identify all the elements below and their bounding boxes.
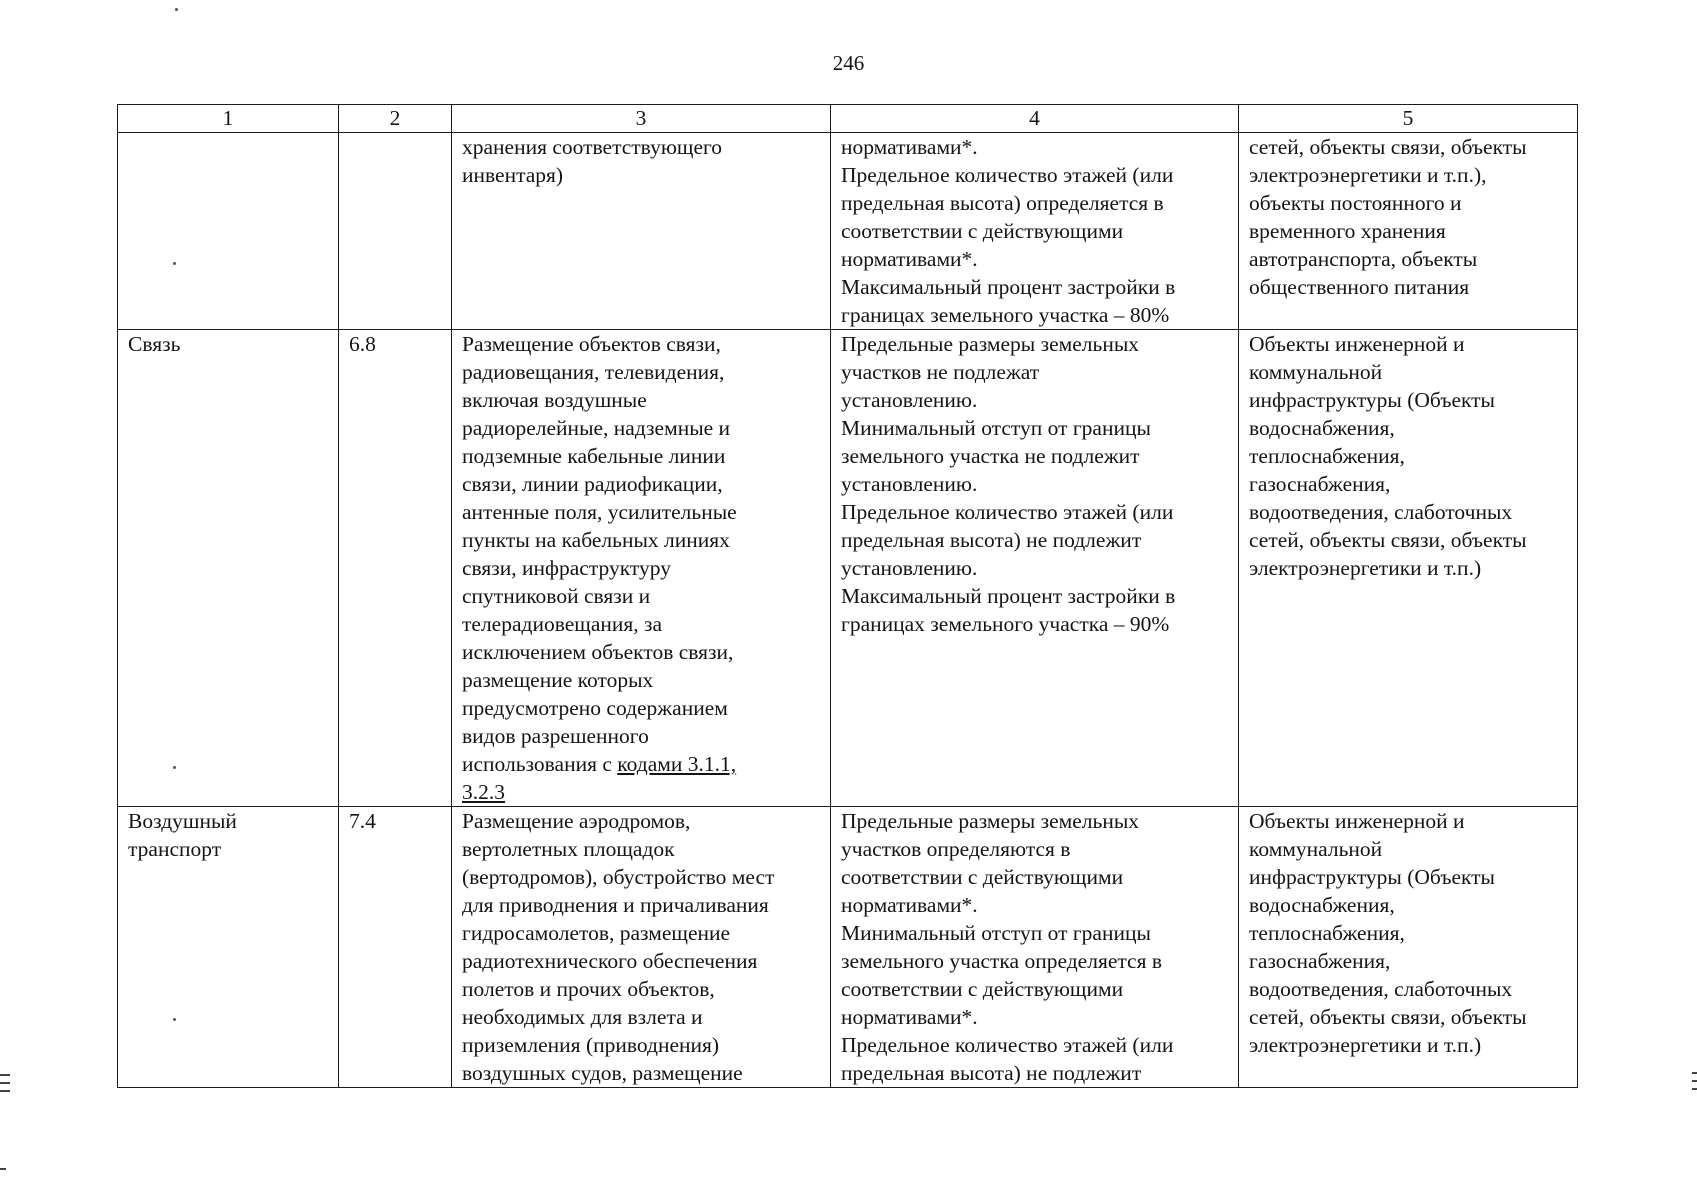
cell-text-line: [841, 1003, 1228, 1031]
column-number: 1: [118, 105, 339, 133]
cell-text-line: [462, 133, 820, 161]
text-segment: границах земельного участка – 80%: [841, 303, 1170, 327]
text-segment: использования с: [462, 752, 618, 776]
cell-text-line: [1249, 863, 1567, 891]
text-segment: полетов и прочих объектов,: [462, 977, 715, 1001]
cell-text-line: [1249, 1031, 1567, 1059]
text-segment: водоснабжения,: [1249, 893, 1395, 917]
text-segment: электроэнергетики и т.п.): [1249, 1033, 1482, 1057]
text-segment: воздушных судов, размещение: [462, 1061, 743, 1085]
text-segment: (вертодромов), обустройство мест: [462, 865, 775, 889]
land-use-table: [117, 104, 1578, 1088]
cell-text-line: [841, 301, 1228, 329]
text-segment: установлению.: [841, 472, 978, 496]
cell-text-line: [1249, 1003, 1567, 1031]
text-segment: теплоснабжения,: [1249, 921, 1405, 945]
use-code-cell: [339, 330, 452, 807]
text-segment: инвентаря): [462, 163, 564, 187]
text-segment: границах земельного участка – 90%: [841, 612, 1170, 636]
text-segment: Минимальный отступ от границы: [841, 921, 1151, 945]
cell-text-line: [462, 919, 820, 947]
text-segment: Минимальный отступ от границы: [841, 416, 1151, 440]
text-segment: предельная высота) определяется в: [841, 191, 1164, 215]
text-segment: общественного питания: [1249, 275, 1470, 299]
code-reference-link[interactable]: кодами 3.1.1,: [617, 752, 737, 776]
text-segment: газоснабжения,: [1249, 472, 1391, 496]
use-code: 6.8: [349, 332, 376, 356]
text-segment: размещение которых: [462, 668, 654, 692]
cell-text-line: [462, 526, 820, 554]
cell-text-line: [841, 358, 1228, 386]
cell-text-line: [462, 610, 820, 638]
auxiliary-uses-cell: [1239, 807, 1578, 1088]
cell-text-line: [841, 554, 1228, 582]
binding-mark: [0, 1074, 10, 1076]
parameters-cell: [831, 133, 1239, 330]
cell-text-line: [1249, 554, 1567, 582]
cell-text-line: [1249, 947, 1567, 975]
text-segment: Предельные размеры земельных: [841, 809, 1140, 833]
cell-text-line: [841, 919, 1228, 947]
parameters-cell: [831, 807, 1239, 1088]
text-segment: антенные поля, усилительные: [462, 500, 737, 524]
text-segment: земельного участка не подлежит: [841, 444, 1140, 468]
text-segment: телерадиовещания, за: [462, 612, 663, 636]
text-segment: необходимых для взлета и: [462, 1005, 703, 1029]
text-segment: видов разрешенного: [462, 724, 649, 748]
cell-text-line: [462, 807, 820, 835]
text-segment: соответствии с действующими: [841, 977, 1124, 1001]
cell-text-line: [841, 330, 1228, 358]
text-segment: инфраструктуры (Объекты: [1249, 865, 1496, 889]
cell-text-line: [462, 161, 820, 189]
text-segment: водоотведения, слаботочных: [1249, 977, 1513, 1001]
column-number: 2: [339, 105, 452, 133]
cell-text-line: [1249, 807, 1567, 835]
cell-text-line: [462, 442, 820, 470]
text-segment: сетей, объекты связи, объекты: [1249, 1005, 1527, 1029]
column-number: 3: [452, 105, 831, 133]
text-segment: газоснабжения,: [1249, 949, 1391, 973]
cell-text-line: [462, 1059, 820, 1087]
cell-text-line: [841, 386, 1228, 414]
text-segment: радиорелейные, надземные и: [462, 416, 731, 440]
binding-mark: [0, 1168, 6, 1170]
cell-text-line: [462, 470, 820, 498]
text-segment: сетей, объекты связи, объекты: [1249, 135, 1527, 159]
zone-use-name-cell: [118, 133, 339, 330]
text-segment: нормативами*.: [841, 893, 978, 917]
auxiliary-uses-cell: [1239, 330, 1578, 807]
text-segment: установлению.: [841, 388, 978, 412]
cell-text-line: [1249, 217, 1567, 245]
text-segment: предусмотрено содержанием: [462, 696, 728, 720]
cell-text-line: [841, 442, 1228, 470]
cell-text-line: [462, 694, 820, 722]
use-description-cell: [452, 330, 831, 807]
text-segment: связи, линии радиофикации,: [462, 472, 723, 496]
cell-text-line: [1249, 133, 1567, 161]
text-segment: теплоснабжения,: [1249, 444, 1405, 468]
text-segment: установлению.: [841, 556, 978, 580]
cell-text-line: [462, 666, 820, 694]
cell-text-line: [462, 358, 820, 386]
cell-text-line: [1249, 975, 1567, 1003]
table-row: [118, 133, 1578, 330]
cell-text-line: [1249, 919, 1567, 947]
table-row: [118, 807, 1578, 1088]
text-segment: участков не подлежат: [841, 360, 1040, 384]
text-segment: водоотведения, слаботочных: [1249, 500, 1513, 524]
text-segment: инфраструктуры (Объекты: [1249, 388, 1496, 412]
text-segment: предельная высота) не подлежит: [841, 1061, 1142, 1085]
text-segment: включая воздушные: [462, 388, 647, 412]
cell-text-line: [1249, 470, 1567, 498]
cell-text-line: [1249, 498, 1567, 526]
cell-text-line: транспорт: [128, 837, 222, 861]
cell-text-line: [462, 330, 820, 358]
text-segment: Предельное количество этажей (или: [841, 500, 1174, 524]
text-segment: радиотехнического обеспечения: [462, 949, 758, 973]
text-segment: спутниковой связи и: [462, 584, 651, 608]
use-description-cell: [452, 807, 831, 1088]
column-number: 5: [1239, 105, 1578, 133]
text-segment: водоснабжения,: [1249, 416, 1395, 440]
cell-text-line: Воздушный: [128, 809, 237, 833]
cell-text-line: [1249, 835, 1567, 863]
text-segment: вертолетных площадок: [462, 837, 675, 861]
scan-speck: [173, 262, 176, 265]
text-segment: Предельное количество этажей (или: [841, 1033, 1174, 1057]
text-segment: Максимальный процент застройки в: [841, 584, 1176, 608]
code-reference-link[interactable]: 3.2.3: [462, 780, 505, 804]
text-segment: предельная высота) не подлежит: [841, 528, 1142, 552]
binding-mark: [1692, 1088, 1697, 1090]
binding-mark: [0, 1082, 10, 1084]
cell-text-line: [462, 638, 820, 666]
text-segment: Максимальный процент застройки в: [841, 275, 1176, 299]
text-segment: объекты постоянного и: [1249, 191, 1462, 215]
text-segment: коммунальной: [1249, 360, 1383, 384]
column-number-row: [118, 105, 1578, 133]
binding-mark: [1692, 1072, 1697, 1074]
cell-text-line: [1249, 891, 1567, 919]
text-segment: сетей, объекты связи, объекты: [1249, 528, 1527, 552]
cell-text-line: [462, 778, 820, 806]
cell-text-line: [841, 891, 1228, 919]
text-segment: подземные кабельные линии: [462, 444, 726, 468]
cell-text-line: [841, 582, 1228, 610]
text-segment: Предельное количество этажей (или: [841, 163, 1174, 187]
use-description-cell: [452, 133, 831, 330]
text-segment: временного хранения: [1249, 219, 1446, 243]
text-segment: связи, инфраструктуру: [462, 556, 671, 580]
text-segment: электроэнергетики и т.п.): [1249, 556, 1482, 580]
page-number: 246: [832, 51, 865, 75]
text-segment: Объекты инженерной и: [1249, 809, 1465, 833]
cell-text-line: Связь: [128, 332, 181, 356]
cell-text-line: [462, 891, 820, 919]
text-segment: приземления (приводнения): [462, 1033, 720, 1057]
text-segment: нормативами*.: [841, 247, 978, 271]
text-segment: земельного участка определяется в: [841, 949, 1162, 973]
zone-use-name-cell: [118, 807, 339, 1088]
cell-text-line: [841, 975, 1228, 1003]
cell-text-line: [841, 161, 1228, 189]
cell-text-line: [841, 470, 1228, 498]
cell-text-line: [841, 189, 1228, 217]
cell-text-line: [462, 750, 820, 778]
cell-text-line: [841, 526, 1228, 554]
cell-text-line: [462, 554, 820, 582]
cell-text-line: [841, 807, 1228, 835]
text-segment: нормативами*.: [841, 135, 978, 159]
cell-text-line: [462, 386, 820, 414]
text-segment: Размещение объектов связи,: [462, 332, 721, 356]
cell-text-line: [841, 414, 1228, 442]
scan-speck: [173, 1018, 176, 1021]
cell-text-line: [841, 1031, 1228, 1059]
parameters-cell: [831, 330, 1239, 807]
cell-text-line: [1249, 161, 1567, 189]
text-segment: нормативами*.: [841, 1005, 978, 1029]
cell-text-line: [462, 722, 820, 750]
cell-text-line: [462, 835, 820, 863]
text-segment: хранения соответствующего: [462, 135, 723, 159]
text-segment: исключением объектов связи,: [462, 640, 734, 664]
binding-mark: [0, 1090, 10, 1092]
cell-text-line: [841, 217, 1228, 245]
cell-text-line: [1249, 273, 1567, 301]
cell-text-line: [1249, 245, 1567, 273]
text-segment: пункты на кабельных линиях: [462, 528, 730, 552]
text-segment: Объекты инженерной и: [1249, 332, 1465, 356]
column-number: 4: [831, 105, 1239, 133]
zone-use-name-cell: [118, 330, 339, 807]
cell-text-line: [1249, 330, 1567, 358]
cell-text-line: [1249, 414, 1567, 442]
auxiliary-uses-cell: [1239, 133, 1578, 330]
scan-speck: [175, 8, 178, 11]
cell-text-line: [841, 245, 1228, 273]
cell-text-line: [841, 133, 1228, 161]
text-segment: радиовещания, телевидения,: [462, 360, 725, 384]
cell-text-line: [841, 273, 1228, 301]
text-segment: гидросамолетов, размещение: [462, 921, 731, 945]
cell-text-line: [1249, 526, 1567, 554]
text-segment: Размещение аэродромов,: [462, 809, 691, 833]
text-segment: соответствии с действующими: [841, 865, 1124, 889]
cell-text-line: [841, 610, 1228, 638]
text-segment: коммунальной: [1249, 837, 1383, 861]
cell-text-line: [1249, 442, 1567, 470]
cell-text-line: [841, 835, 1228, 863]
cell-text-line: [1249, 189, 1567, 217]
binding-mark: [1692, 1080, 1697, 1082]
text-segment: участков определяются в: [841, 837, 1071, 861]
cell-text-line: [462, 947, 820, 975]
use-code: 7.4: [349, 809, 376, 833]
cell-text-line: [841, 1059, 1228, 1087]
cell-text-line: [841, 498, 1228, 526]
cell-text-line: [841, 863, 1228, 891]
text-segment: Предельные размеры земельных: [841, 332, 1140, 356]
use-code-cell: [339, 133, 452, 330]
cell-text-line: [462, 1003, 820, 1031]
text-segment: автотранспорта, объекты: [1249, 247, 1478, 271]
cell-text-line: [462, 582, 820, 610]
cell-text-line: [1249, 386, 1567, 414]
use-code-cell: [339, 807, 452, 1088]
cell-text-line: [462, 975, 820, 1003]
scan-speck: [173, 766, 176, 769]
cell-text-line: [462, 498, 820, 526]
text-segment: для приводнения и причаливания: [462, 893, 769, 917]
cell-text-line: [841, 947, 1228, 975]
cell-text-line: [462, 863, 820, 891]
table-row: [118, 330, 1578, 807]
text-segment: электроэнергетики и т.п.),: [1249, 163, 1487, 187]
cell-text-line: [1249, 358, 1567, 386]
cell-text-line: [462, 414, 820, 442]
text-segment: соответствии с действующими: [841, 219, 1124, 243]
cell-text-line: [462, 1031, 820, 1059]
